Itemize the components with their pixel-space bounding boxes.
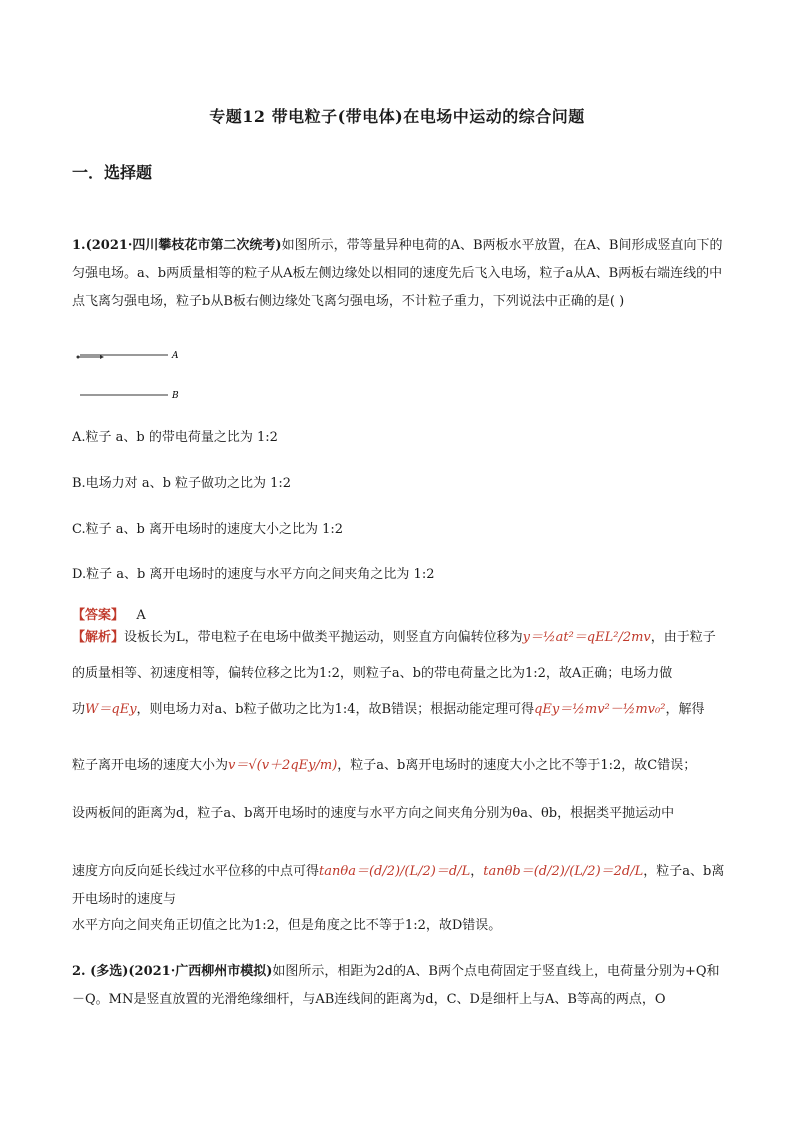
question-1 bbox=[72, 232, 732, 316]
option-a: A.粒子 a、b 的带电荷量之比为 1:2 bbox=[72, 430, 278, 445]
answer-tag: 【答案】 bbox=[72, 608, 125, 623]
page-title: 专题12 带电粒子(带电体)在电场中运动的综合问题 bbox=[209, 107, 585, 126]
explanation-line-1: 【解析】设板长为L，带电粒子在电场中做类平抛运动，则竖直方向偏转位移为y＝½at²＝qEL²/2mv，由于粒子 bbox=[72, 630, 716, 645]
explanation-line-5: 设两板间的距离为d，粒子a、b离开电场时的速度与水平方向之间夹角分别为θa、θb，根据类平抛运动中 bbox=[72, 806, 675, 821]
explanation-line-7: 水平方向之间夹角正切值之比为1:2，但是角度之比不等于1:2，故D错误。 bbox=[72, 918, 502, 933]
question-1-stem: 如图所示，带等量异种电荷的A、B两板水平放置，在A、B间形成竖直向下的匀强电场。a、b两质量相等的粒子从A板左侧边缘处以相同的速度先后飞入电场，粒子a从A、B两板右端连线的中点飞离匀强电场，粒子b从B板右侧边缘处飞离匀强电场，不计粒子重力，下列说法中正确的是( ) bbox=[72, 238, 723, 309]
explanation-line-4: 粒子离开电场的速度大小为v＝√(v＋2qEy/m)，粒子a、b离开电场时的速度大小之比不等于1:2，故C错误； bbox=[72, 758, 697, 773]
math-ke-eq: qEy＝½mv²－½mv₀² bbox=[534, 702, 666, 717]
particle-dot bbox=[77, 356, 80, 359]
explanation-line-6: 速度方向反向延长线过水平位移的中点可得tanθa＝(d/2)/(L/2)＝d/L，tanθb＝(d/2)/(L/2)＝2d/L，粒子a、b离开电场时的速度与 bbox=[72, 864, 725, 907]
plate-b-label: B bbox=[172, 391, 179, 400]
section-heading: 一．选择题 bbox=[72, 163, 153, 182]
question-2-source: 2. (多选)(2021·广西柳州市模拟) bbox=[72, 964, 273, 979]
explanation-line-2: 的质量相等、初速度相等，偏转位移之比为1:2，则粒子a、b的带电荷量之比为1:2，故A正确；电场力做 bbox=[72, 666, 673, 681]
explanation-line-3: 功W＝qEy，则电场力对a、b粒子做功之比为1:4，故B错误；根据动能定理可得qEy＝½mv²－½mv₀²，解得 bbox=[72, 702, 705, 717]
math-w-eq: W＝qEy bbox=[85, 702, 137, 717]
parallel-plates-figure bbox=[72, 344, 192, 400]
answer-value: A bbox=[136, 608, 146, 623]
question-2-stem: 如图所示，相距为2d的A、B两个点电荷固定于竖直线上，电荷量分别为+Q和－Q。MN是竖直放置的光滑绝缘细杆，与AB连线间的距离为d，C、D是细杆上与A、B等高的两点，O bbox=[72, 964, 720, 1007]
math-v-eq: v＝√(v＋2qEy/m) bbox=[228, 758, 338, 773]
option-b: B.电场力对 a、b 粒子做功之比为 1:2 bbox=[72, 476, 292, 491]
math-tan-b: tanθb＝(d/2)/(L/2)＝2d/L bbox=[483, 864, 644, 879]
question-2 bbox=[72, 958, 732, 1014]
option-c: C.粒子 a、b 离开电场时的速度大小之比为 1:2 bbox=[72, 522, 344, 537]
explanation-tag: 【解析】 bbox=[72, 630, 125, 645]
particle-arrow-head bbox=[100, 355, 104, 359]
plate-a-label: A bbox=[172, 351, 179, 361]
math-y-eq: y＝½at²＝qEL²/2mv bbox=[522, 630, 651, 645]
math-tan-a: tanθa＝(d/2)/(L/2)＝d/L bbox=[319, 864, 471, 879]
question-1-source: 1.(2021·四川攀枝花市第二次统考) bbox=[72, 238, 282, 253]
answer-line bbox=[72, 604, 146, 623]
option-d: D.粒子 a、b 离开电场时的速度与水平方向之间夹角之比为 1:2 bbox=[72, 567, 435, 582]
